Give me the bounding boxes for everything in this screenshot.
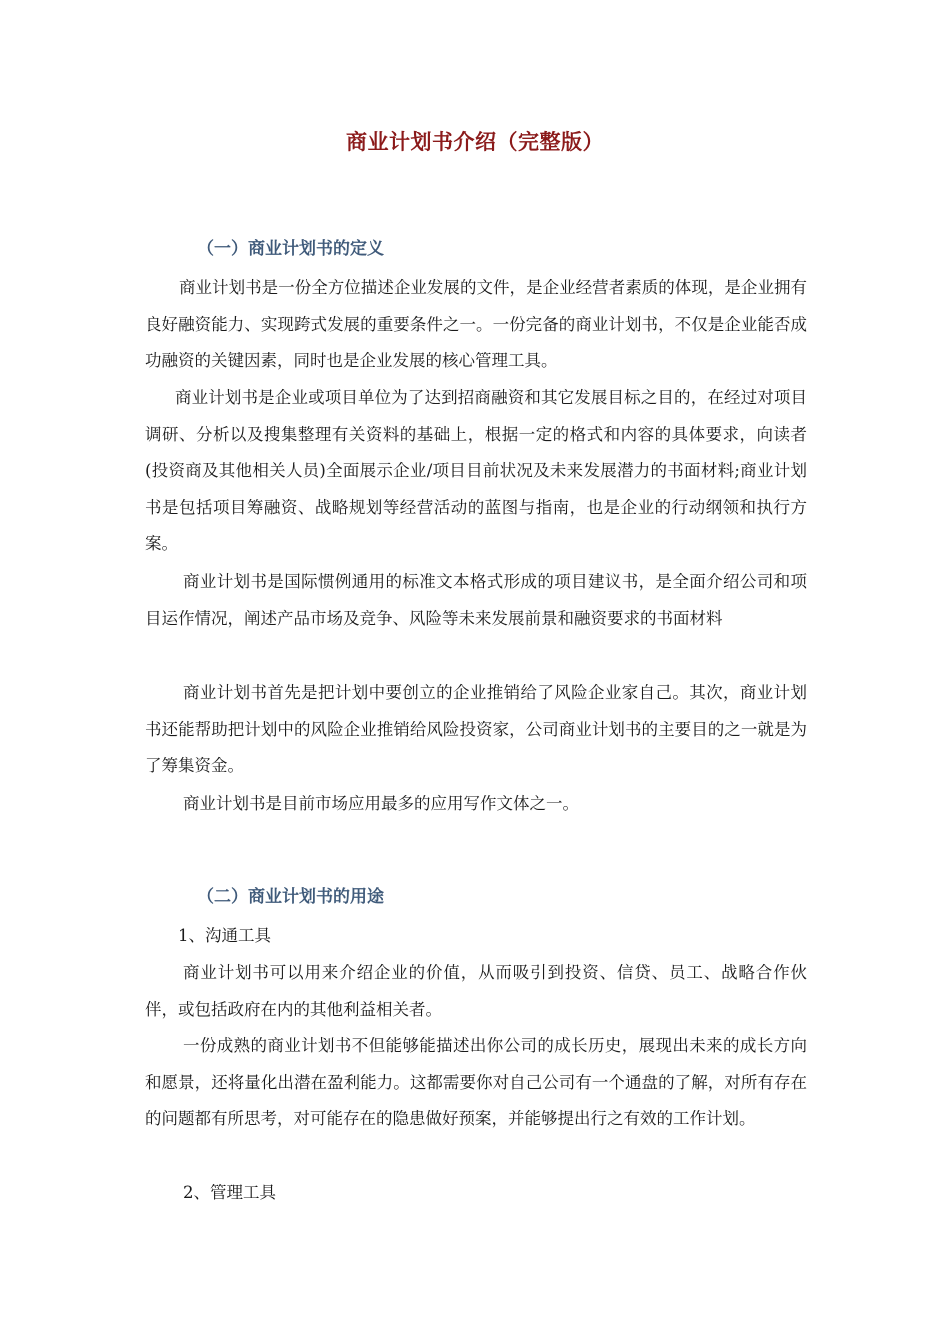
paragraph-definition-1: 商业计划书是一份全方位描述企业发展的文件，是企业经营者素质的体现，是企业拥有良好融资能力、实现跨式发展的重要条件之一。一份完备的商业计划书，不仅是企业能否成功融资的关键因素，同时也是企业发展的核心管理工具。 <box>145 278 807 371</box>
paragraph-usage-communication-2: 一份成熟的商业计划书不但能够能描述出你公司的成长历史，展现出未来的成长方向和愿景，还将量化出潜在盈利能力。这都需要你对自己公司有一个通盘的了解，对所有存在的问题都有所思考，对可能存在的隐患做好预案，并能够提出行之有效的工作计划。 <box>145 1036 807 1129</box>
paragraph-definition-3: 商业计划书是国际惯例通用的标准文本格式形成的项目建议书，是全面介绍公司和项目运作情况，阐述产品市场及竞争、风险等未来发展前景和融资要求的书面材料 <box>145 572 807 628</box>
section-heading-usage: （二）商业计划书的用途 <box>197 887 384 907</box>
document-title: 商业计划书介绍（完整版） <box>346 130 604 154</box>
usage-item-label-management: 2、管理工具 <box>183 1183 276 1202</box>
section-heading-definition: （一）商业计划书的定义 <box>197 239 384 259</box>
paragraph-usage-communication-1: 商业计划书可以用来介绍企业的价值，从而吸引到投资、信贷、员工、战略合作伙伴，或包括政府在内的其他利益相关者。 <box>145 963 807 1019</box>
paragraph-definition-2: 商业计划书是企业或项目单位为了达到招商融资和其它发展目标之目的，在经过对项目调研、分析以及搜集整理有关资料的基础上，根据一定的格式和内容的具体要求，向读者(投资商及其他相关人员)全面展示企业/项目目前状况及未来发展潜力的书面材料;商业计划书是包括项目筹融资、战略规划等经营活动的蓝图与指南，也是企业的行动纲领和执行方案。 <box>145 388 807 554</box>
paragraph-definition-4: 商业计划书首先是把计划中要创立的企业推销给了风险企业家自己。其次，商业计划书还能帮助把计划中的风险企业推销给风险投资家，公司商业计划书的主要目的之一就是为了筹集资金。 <box>145 683 807 776</box>
usage-item-label-communication: 1、沟通工具 <box>178 926 271 945</box>
paragraph-definition-5: 商业计划书是目前市场应用最多的应用写作文体之一。 <box>183 794 579 813</box>
